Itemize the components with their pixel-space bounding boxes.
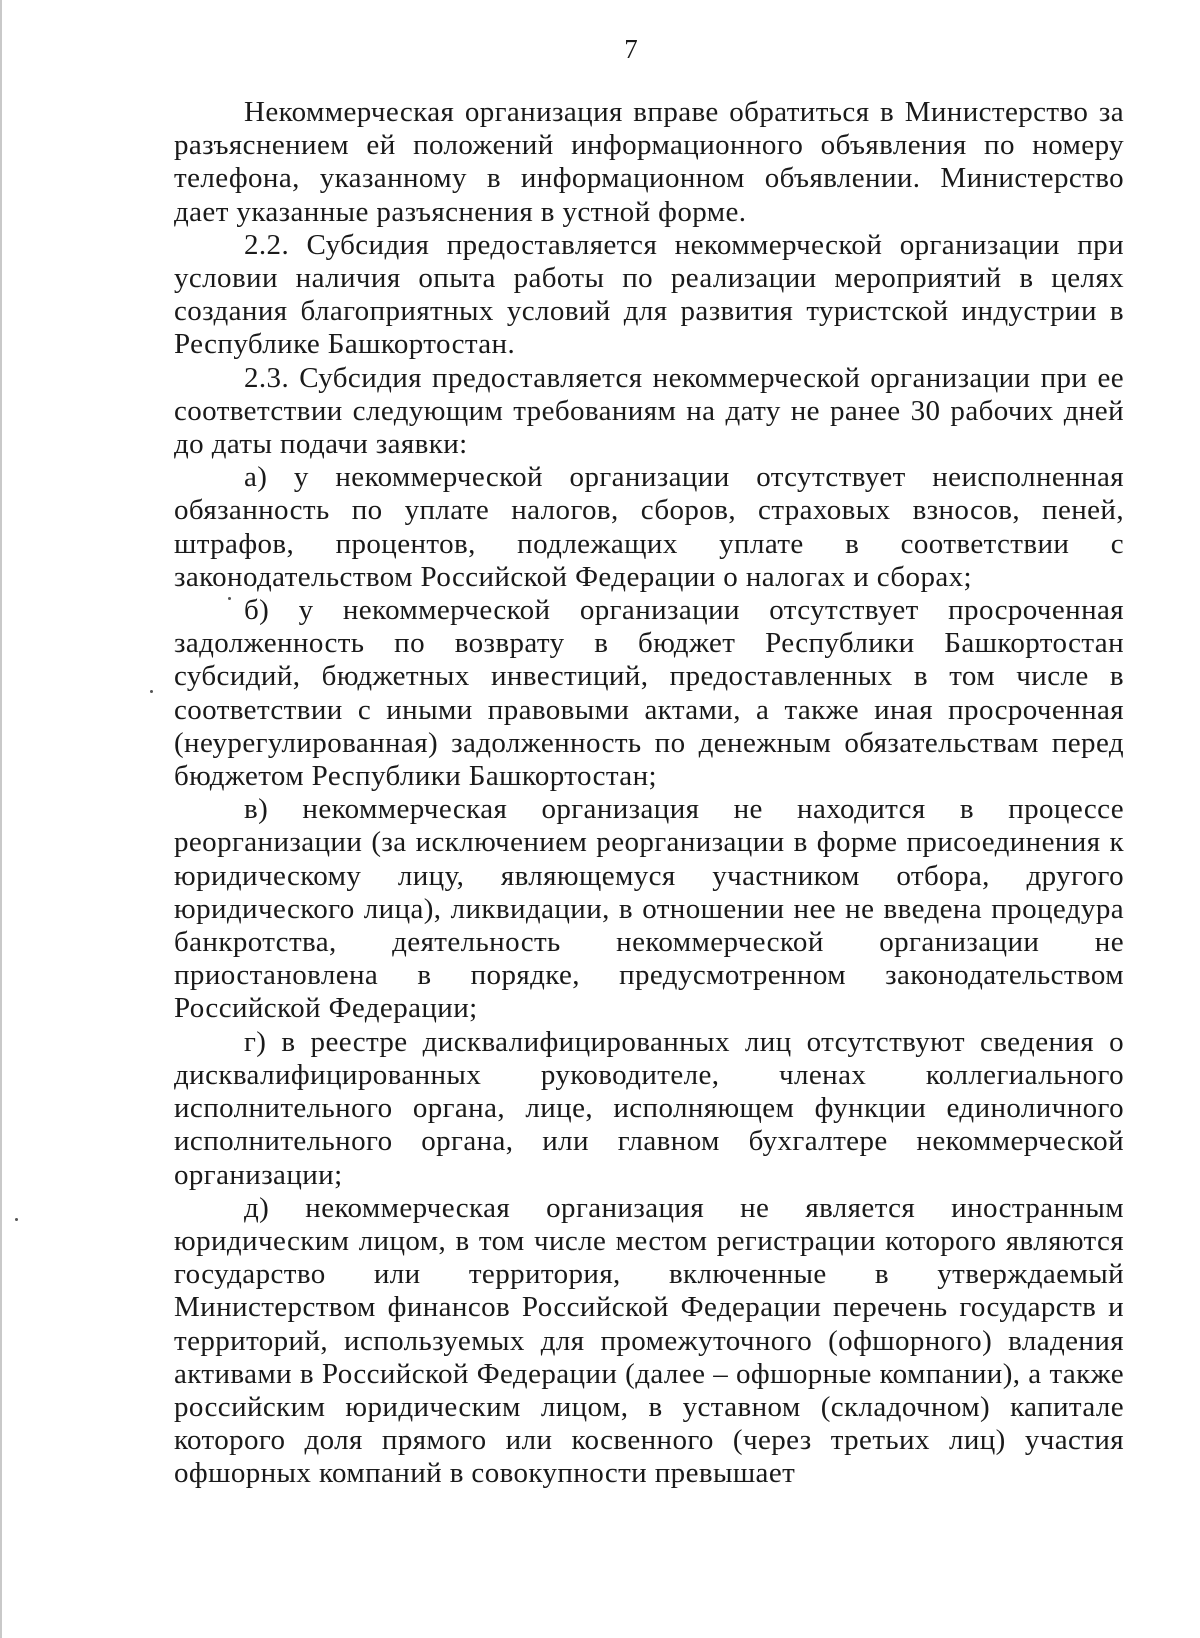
paragraph-item-b: б) у некоммерческой организации отсутствует просроченная задолженность по возврату в бюджет Республики Башкортостан субсидий, бюджетных инвестиций, предоставленных в том числе в соответствии с иными правовыми актами, а также иная просроченная (неурегулированная) задолженность по денежным обязательствам перед бюджетом Республики Башкортостан; [174,594,1124,793]
paragraph-item-d: д) некоммерческая организация не является иностранным юридическим лицом, в том числе местом регистрации которого являются государство или территория, включенные в утверждаемый Министерством финансов Российской Федерации перечень государств и территорий, используемых для промежуточного (офшорного) владения активами в Российской Федерации (далее – офшорные компании), а также российским юридическим лицом, в уставном (складочном) капитале которого доля прямого или косвенного (через третьих лиц) участия офшорных компаний в совокупности превышает [174,1191,1124,1490]
paragraph-item-g: г) в реестре дисквалифицированных лиц отсутствуют сведения о дисквалифицированных руководителе, членах коллегиального исполнительного органа, лице, исполняющем функции единоличного исполнительного органа, или главном бухгалтере некоммерческой организации; [174,1025,1124,1191]
scan-speck [228,597,231,600]
paragraph-2-2: 2.2. Субсидия предоставляется некоммерческой организации при условии наличия опыта работы по реализации мероприятий в целях создания благоприятных условий для развития туристской индустрии в Республике Башкортостан. [174,228,1124,361]
page-number: 7 [624,34,638,64]
paragraph-item-a: а) у некоммерческой организации отсутствует неисполненная обязанность по уплате налогов, сборов, страховых взносов, пеней, штрафов, процентов, подлежащих уплате в соответствии с законодательством Российской Федерации о налогах и сборах; [174,461,1124,593]
document-body [174,96,1124,1491]
scan-left-edge [0,0,2,1638]
scan-speck [15,1218,18,1221]
paragraph-2-3: 2.3. Субсидия предоставляется некоммерческой организации при ее соответствии следующим требованиям на дату не ранее 30 рабочих дней до даты подачи заявки: [174,361,1124,461]
paragraph-intro: Некоммерческая организация вправе обратиться в Министерство за разъяснением ей положений информационного объявления по номеру телефона, указанному в информационном объявлении. Министерство дает указанные разъяснения в устной форме. [174,96,1124,228]
scan-speck [150,690,153,693]
paragraph-item-v: в) некоммерческая организация не находится в процессе реорганизации (за исключением реорганизации в форме присоединения к юридическому лицу, являющемуся участником отбора, другого юридического лица), ликвидации, в отношении нее не введена процедура банкротства, деятельность некоммерческой организации не приостановлена в порядке, предусмотренном законодательством Российской Федерации; [174,793,1124,1025]
